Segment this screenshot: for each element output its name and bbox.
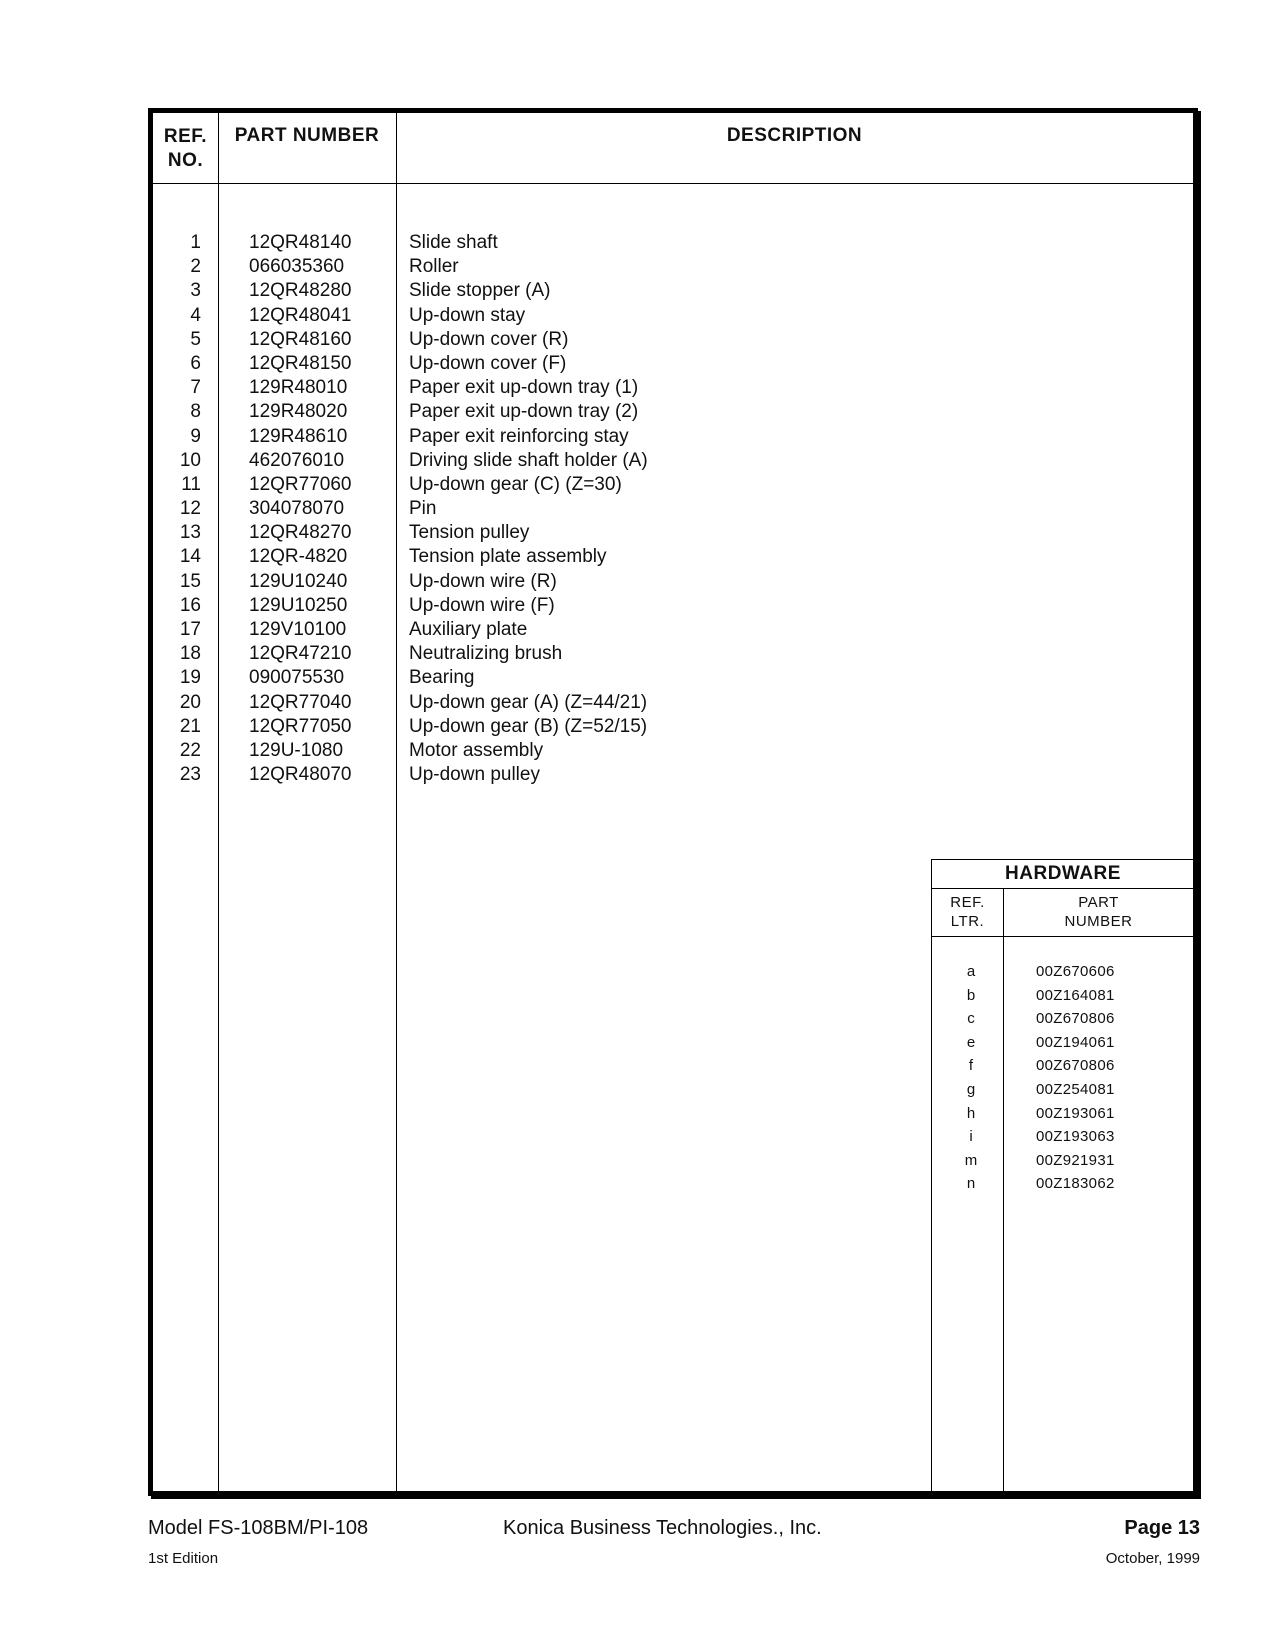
description: Pin xyxy=(409,498,437,520)
table-row xyxy=(153,763,933,787)
ref-no-value: 12 xyxy=(179,498,201,520)
ref-letter: f xyxy=(968,1057,974,1075)
table-row xyxy=(153,304,933,328)
part-number: 129R48020 xyxy=(249,401,348,423)
ref-no xyxy=(153,521,201,545)
description: Auxiliary plate xyxy=(409,619,528,640)
description: Driving slide shaft holder (A) xyxy=(409,449,648,471)
hardware-row xyxy=(932,1172,1194,1196)
ref-no-value: 16 xyxy=(179,594,201,616)
table-row xyxy=(153,449,933,473)
part-number: 12QR48270 xyxy=(249,522,352,544)
table-row xyxy=(153,642,933,666)
hw-part-number: 00Z670606 xyxy=(1036,963,1115,980)
ref-no xyxy=(153,304,201,328)
table-row xyxy=(153,666,933,690)
ref-letter: h xyxy=(966,1104,976,1122)
part-number: 12QR-4820 xyxy=(249,546,348,568)
table-row xyxy=(153,715,933,739)
part-number: 066035360 xyxy=(249,256,345,278)
hw-part-number: 00Z183062 xyxy=(1036,1175,1115,1193)
hw-part-number: 00Z194061 xyxy=(1036,1033,1115,1051)
hardware-table xyxy=(931,859,1194,1491)
ref-no-value: 10 xyxy=(179,449,201,471)
ref-no-value: 20 xyxy=(179,691,201,713)
ref-no xyxy=(153,328,201,352)
table-row xyxy=(153,497,933,521)
ref-no-value: 9 xyxy=(190,425,201,447)
part-number: 304078070 xyxy=(249,498,345,520)
description: Motor assembly xyxy=(409,739,544,761)
ref-no-value: 13 xyxy=(179,522,201,544)
table-row xyxy=(153,328,933,352)
part-number: 12QR48070 xyxy=(249,764,352,786)
ref-ltr-header xyxy=(932,889,1003,936)
parts-rows xyxy=(153,231,933,787)
hw-part-line1: PART xyxy=(1078,894,1119,911)
part-number: 12QR48041 xyxy=(249,304,352,326)
table-row xyxy=(153,618,933,642)
hw-part-number: 00Z921931 xyxy=(1036,1151,1115,1169)
parts-list-table xyxy=(148,108,1198,1496)
ref-no xyxy=(153,618,201,642)
table-row xyxy=(153,739,933,763)
description: Neutralizing brush xyxy=(409,643,563,665)
ref-no-value: 11 xyxy=(181,473,201,495)
hw-part-number: 00Z193061 xyxy=(1036,1104,1115,1122)
ref-header-line2: NO. xyxy=(167,150,204,171)
table-row xyxy=(153,521,933,545)
ref-no xyxy=(153,425,201,449)
ref-no xyxy=(153,497,201,521)
hardware-rows xyxy=(932,960,1194,1196)
ref-letter: m xyxy=(964,1151,978,1169)
hardware-row xyxy=(932,1125,1194,1149)
table-row xyxy=(153,376,933,400)
part-number: 12QR48140 xyxy=(249,232,352,253)
table-row xyxy=(153,594,933,618)
table-row xyxy=(153,545,933,569)
description: Bearing xyxy=(409,667,475,689)
company-name: Konica Business Technologies., Inc. xyxy=(503,1517,822,1539)
ref-no xyxy=(153,739,201,763)
ref-no-value: 4 xyxy=(190,304,201,326)
part-number: 462076010 xyxy=(249,449,345,471)
part-number: 129R48610 xyxy=(249,425,348,447)
part-number: 12QR48150 xyxy=(249,352,352,374)
description: Up-down cover (F) xyxy=(409,352,567,374)
ref-no-value: 22 xyxy=(179,739,201,761)
part-number-header: PART NUMBER xyxy=(234,125,380,146)
part-number: 12QR48280 xyxy=(249,280,352,302)
table-row xyxy=(153,400,933,424)
ref-no xyxy=(153,473,201,497)
edition: 1st Edition xyxy=(148,1550,219,1567)
part-number: 12QR48160 xyxy=(249,328,352,350)
ref-letter: a xyxy=(966,963,976,980)
hw-part-number: 00Z193063 xyxy=(1036,1128,1115,1146)
header-divider xyxy=(153,183,1193,184)
table-row xyxy=(153,570,933,594)
hardware-row xyxy=(932,1078,1194,1102)
description: Up-down stay xyxy=(409,304,526,326)
page-number: Page 13 xyxy=(1124,1517,1200,1539)
ref-no-value: 6 xyxy=(190,352,201,374)
hardware-title: HARDWARE xyxy=(932,860,1194,889)
ref-letter: c xyxy=(967,1010,975,1028)
description: Tension pulley xyxy=(409,522,530,544)
ref-letter: g xyxy=(966,1080,976,1098)
table-row xyxy=(153,473,933,497)
hw-header-divider xyxy=(932,936,1194,937)
ref-no xyxy=(153,352,201,376)
ref-no xyxy=(153,642,201,666)
part-number: 12QR77060 xyxy=(249,473,352,495)
ref-no-value: 8 xyxy=(190,401,201,423)
ref-no xyxy=(153,545,201,569)
description: Paper exit reinforcing stay xyxy=(409,425,629,447)
ref-no-value: 17 xyxy=(179,619,201,640)
part-number: 090075530 xyxy=(249,667,345,689)
ref-no-value: 3 xyxy=(190,280,201,302)
ref-letter: i xyxy=(969,1128,973,1146)
description: Tension plate assembly xyxy=(409,546,607,568)
ref-no xyxy=(153,594,201,618)
ref-no-value: 15 xyxy=(179,570,201,592)
ref-letter: b xyxy=(966,986,976,1004)
model-name: Model FS-108BM/PI-108 xyxy=(148,1517,369,1539)
description: Paper exit up-down tray (1) xyxy=(409,377,639,399)
ref-no xyxy=(153,449,201,473)
ref-ltr-line1: REF. xyxy=(950,894,985,911)
part-number: 129U10240 xyxy=(249,570,348,592)
part-number: 129R48010 xyxy=(249,377,348,399)
ref-no-value: 2 xyxy=(190,256,201,278)
ref-no xyxy=(153,231,201,255)
ref-no xyxy=(153,763,201,787)
ref-no xyxy=(153,715,201,739)
ref-no xyxy=(153,400,201,424)
hardware-row xyxy=(932,1054,1194,1078)
ref-no-value: 21 xyxy=(179,715,201,737)
description: Up-down cover (R) xyxy=(409,328,569,350)
hardware-row xyxy=(932,1102,1194,1126)
description: Up-down pulley xyxy=(409,764,540,786)
hardware-row xyxy=(932,960,1194,984)
ref-no-header xyxy=(153,125,218,173)
hardware-row xyxy=(932,1031,1194,1055)
description: Up-down wire (R) xyxy=(409,570,557,592)
part-number: 12QR77040 xyxy=(249,691,352,713)
ref-no xyxy=(153,376,201,400)
part-number: 129U-1080 xyxy=(249,739,344,761)
hw-part-number: 00Z254081 xyxy=(1036,1080,1115,1098)
table-row xyxy=(153,425,933,449)
description: Slide shaft xyxy=(409,232,498,253)
table-row xyxy=(153,279,933,303)
ref-ltr-line2: LTR. xyxy=(950,913,985,930)
ref-no xyxy=(153,691,201,715)
hw-part-number: 00Z670806 xyxy=(1036,1057,1115,1075)
ref-no-value: 18 xyxy=(179,643,201,665)
ref-letter: n xyxy=(966,1175,976,1193)
ref-no-value: 19 xyxy=(179,667,201,689)
hw-part-number: 00Z670806 xyxy=(1036,1010,1115,1028)
ref-header-line1: REF. xyxy=(163,126,208,147)
table-row xyxy=(153,691,933,715)
part-number: 129V10100 xyxy=(249,619,347,640)
ref-no-value: 14 xyxy=(179,546,201,568)
ref-no-value: 5 xyxy=(190,328,201,350)
ref-no xyxy=(153,570,201,594)
table-row xyxy=(153,255,933,279)
description: Up-down wire (F) xyxy=(409,594,555,616)
ref-no xyxy=(153,666,201,690)
description: Up-down gear (B) (Z=52/15) xyxy=(409,715,648,737)
hw-part-number-header xyxy=(1003,889,1194,936)
description: Up-down gear (A) (Z=44/21) xyxy=(409,691,648,713)
hardware-row xyxy=(932,984,1194,1008)
description-header: DESCRIPTION xyxy=(726,125,863,146)
hw-part-line2: NUMBER xyxy=(1064,913,1133,930)
ref-no xyxy=(153,279,201,303)
description: Paper exit up-down tray (2) xyxy=(409,401,639,423)
table-row xyxy=(153,231,933,255)
description: Slide stopper (A) xyxy=(409,280,551,302)
ref-no-value: 7 xyxy=(190,377,201,399)
part-number: 129U10250 xyxy=(249,594,348,616)
description: Roller xyxy=(409,256,459,278)
ref-letter: e xyxy=(966,1033,976,1051)
table-row xyxy=(153,352,933,376)
hardware-row xyxy=(932,1007,1194,1031)
description: Up-down gear (C) (Z=30) xyxy=(409,473,622,495)
ref-no-value: 1 xyxy=(190,232,201,253)
hw-part-number: 00Z164081 xyxy=(1036,986,1115,1004)
part-number: 12QR47210 xyxy=(249,643,352,665)
hardware-row xyxy=(932,1149,1194,1173)
publication-date: October, 1999 xyxy=(1105,1550,1200,1567)
ref-no xyxy=(153,255,201,279)
part-number: 12QR77050 xyxy=(249,715,352,737)
ref-no-value: 23 xyxy=(179,764,201,786)
